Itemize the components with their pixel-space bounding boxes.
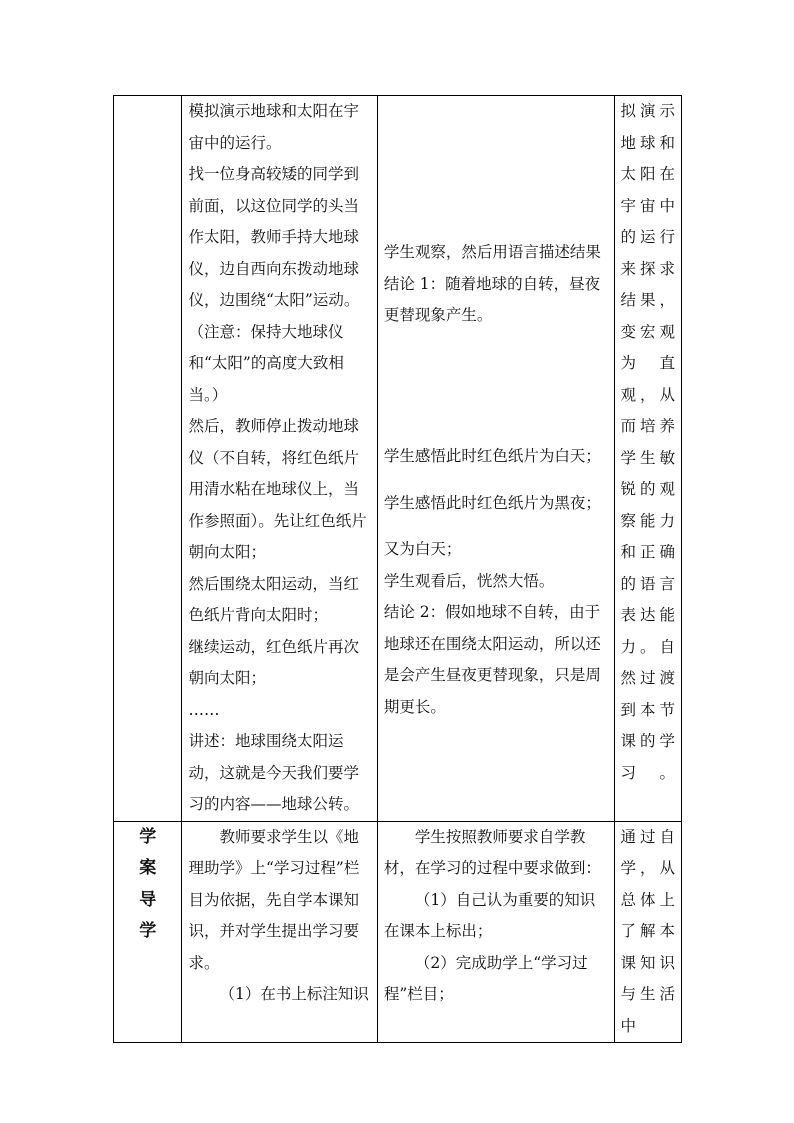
student-paragraph: 结论 2：假如地球不自转，由于地球还在围绕太阳运动，所以还是会产生昼夜更替现象，只是周期更长。 bbox=[383, 603, 601, 716]
student-paragraph: 又为白天； bbox=[383, 540, 462, 558]
student-paragraph: 结论 1：随着地球的自转，昼夜更替现象产生。 bbox=[383, 274, 601, 324]
teacher-paragraph: 然后，教师停止拨动地球仪（不自转，将红色纸片用清水粘在地球仪上，当作参照面）。先让红色纸片朝向太阳； bbox=[188, 417, 367, 561]
student-paragraph: 学生观察，然后用语言描述结果 bbox=[383, 243, 601, 261]
step-title-char: 导 bbox=[139, 889, 157, 910]
lesson-plan-table bbox=[113, 95, 682, 1043]
teacher-paragraph: 找一位身高较矮的同学到前面，以这位同学的头当作太阳，教师手持大地球仪，边自西向东拨动地球仪，边围绕“太阳”运动。（注意：保持大地球仪和“太阳”的高度大致相当。） bbox=[188, 165, 360, 404]
step-cell-guided-study bbox=[114, 821, 182, 1043]
table-row bbox=[114, 821, 682, 1043]
student-paragraph: 学生感悟此时红色纸片为白天； bbox=[383, 447, 601, 465]
step-title-char: 案 bbox=[139, 858, 157, 878]
design-intent-text: 拟演示地球和太阳在宇宙中的运行来探求结果，变宏观为直观，从而培养学生敏锐的观察能力和正确的语言表达能力。自然过渡到本节课的学习。 bbox=[620, 102, 675, 782]
student-paragraph: 学生按照教师要求自学教材，在学习的过程中要求做到： bbox=[383, 827, 601, 877]
student-paragraph: 学生观看后，恍然大悟。 bbox=[383, 571, 555, 590]
step-cell-empty bbox=[114, 96, 182, 822]
student-paragraph: 学生感悟此时红色纸片为黑夜； bbox=[383, 493, 601, 512]
teacher-paragraph: 讲述：地球围绕太阳运动，这就是今天我们要学习的内容——地球公转。 bbox=[188, 732, 359, 813]
teacher-paragraph: 教师要求学生以《地理助学》上“学习过程”栏目为依据，先自学本课知识，并对学生提出学习要求。 bbox=[188, 827, 360, 972]
teacher-paragraph: …… bbox=[188, 700, 220, 719]
teacher-paragraph: 继续运动，红色纸片再次朝向太阳； bbox=[188, 637, 359, 687]
student-paragraph: （1）自己认为重要的知识在课本上标出； bbox=[383, 890, 596, 940]
design-intent-text: 通过自学，从总体上了解本课知识与生活中 bbox=[620, 827, 675, 1035]
table-row bbox=[114, 96, 682, 822]
step-title-char: 学 bbox=[139, 921, 157, 941]
teacher-activity-cell bbox=[182, 96, 377, 822]
design-intent-cell bbox=[614, 96, 682, 822]
teacher-paragraph: 然后围绕太阳运动，当红色纸片背向太阳时； bbox=[188, 574, 359, 624]
step-title-char: 学 bbox=[139, 826, 157, 847]
teacher-paragraph: 模拟演示地球和太阳在宇宙中的运行。 bbox=[188, 102, 359, 152]
student-paragraph: （2）完成助学上“学习过程”栏目； bbox=[383, 953, 588, 1003]
student-activity-cell bbox=[377, 96, 614, 822]
teacher-activity-cell bbox=[182, 821, 377, 1043]
teacher-paragraph: （1）在书上标注知识 bbox=[219, 985, 369, 1003]
student-activity-cell bbox=[377, 821, 614, 1043]
design-intent-cell bbox=[614, 821, 682, 1043]
